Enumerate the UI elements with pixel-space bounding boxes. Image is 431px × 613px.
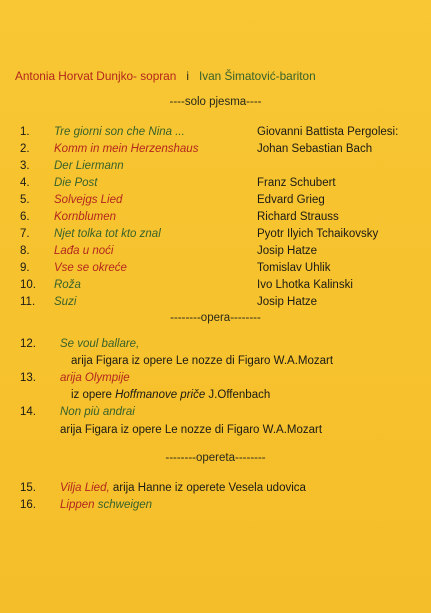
composer-name: Pyotr Ilyich Tchaikovsky xyxy=(257,228,379,240)
song-title: Solvejgs Lied xyxy=(54,194,123,206)
work-detail: arija Figara iz opere Le nozze di Figaro W.A.Mozart xyxy=(60,424,323,436)
item-number: 13. xyxy=(20,372,36,384)
item-number: 10. xyxy=(20,279,36,291)
composer-name: Tomislav Uhlik xyxy=(257,262,331,274)
item-number: 14. xyxy=(20,406,36,418)
song-title: Vse se okreće xyxy=(54,262,127,274)
item-number: 9. xyxy=(20,262,30,274)
list-item xyxy=(0,372,431,388)
item-number: 7. xyxy=(20,228,30,240)
item-number: 16. xyxy=(20,499,36,511)
song-title: Lađa u noći xyxy=(54,245,114,257)
performers-line xyxy=(15,69,316,83)
song-title: Suzi xyxy=(54,296,77,308)
work-title: Lippen xyxy=(60,499,95,511)
item-number: 3. xyxy=(20,160,30,172)
work-line xyxy=(60,499,152,511)
connector: i xyxy=(186,69,189,83)
composer-name: Josip Hatze xyxy=(257,296,318,308)
soprano-name: Antonia Horvat Dunjko- sopran xyxy=(15,69,177,83)
list-item xyxy=(0,296,431,312)
section-opereta-heading: --------opereta-------- xyxy=(165,452,266,464)
song-title: Roža xyxy=(54,279,81,291)
song-title: Der Liermann xyxy=(54,160,124,172)
item-number: 12. xyxy=(20,338,36,350)
item-number: 8. xyxy=(20,245,30,257)
list-item xyxy=(0,177,431,193)
list-item xyxy=(0,211,431,227)
song-title: Die Post xyxy=(54,177,98,189)
list-item xyxy=(0,499,431,515)
section-opera-heading: --------opera-------- xyxy=(170,312,261,324)
composer-name: Giovanni Battista Pergolesi: xyxy=(257,126,399,138)
work-detail: arija Hanne iz operete Vesela udovica xyxy=(109,482,306,494)
baritone-name: Ivan Šimatović-bariton xyxy=(198,69,316,83)
item-number: 4. xyxy=(20,177,30,189)
list-item xyxy=(0,194,431,210)
work-detail xyxy=(71,389,270,401)
composer-name: Josip Hatze xyxy=(257,245,318,257)
list-item xyxy=(0,245,431,261)
song-title: Tre giorni son che Nina ... xyxy=(54,126,185,138)
composer-name: Ivo Lhotka Kalinski xyxy=(257,279,353,291)
list-item xyxy=(0,228,431,244)
work-title: Vilja Lied, xyxy=(60,482,110,494)
composer: J.Offenbach xyxy=(205,389,271,401)
detail-prefix: iz opere xyxy=(71,389,116,401)
composer-name: Franz Schubert xyxy=(257,177,336,189)
work-title: Se voul ballare, xyxy=(60,338,140,350)
work-line xyxy=(60,482,306,494)
work-detail: arija Figara iz opere Le nozze di Figaro W.A.Mozart xyxy=(71,355,334,367)
composer-name: Johan Sebastian Bach xyxy=(257,143,373,155)
item-number: 2. xyxy=(20,143,30,155)
list-item xyxy=(0,482,431,498)
list-item xyxy=(0,262,431,278)
item-number: 1. xyxy=(20,126,30,138)
opera-title: Hoffmanove priče xyxy=(115,389,206,401)
work-title: arija Olympije xyxy=(60,372,130,384)
list-item xyxy=(0,338,431,354)
list-item xyxy=(0,126,431,142)
song-title: Njet tolka tot kto znal xyxy=(54,228,161,240)
item-number: 15. xyxy=(20,482,36,494)
list-item xyxy=(0,143,431,159)
song-title: Komm in mein Herzenshaus xyxy=(54,143,199,155)
item-number: 6. xyxy=(20,211,30,223)
song-title: Kornblumen xyxy=(54,211,117,223)
work-title: Non più andrai xyxy=(60,406,135,418)
composer-name: Richard Strauss xyxy=(257,211,339,223)
work-title-rest: schweigen xyxy=(94,499,153,511)
item-number: 11. xyxy=(20,296,36,308)
list-item xyxy=(0,279,431,295)
section-solo-heading: ----solo pjesma---- xyxy=(169,96,262,108)
composer-name: Edvard Grieg xyxy=(257,194,325,206)
item-number: 5. xyxy=(20,194,30,206)
list-item xyxy=(0,406,431,422)
list-item xyxy=(0,160,431,176)
